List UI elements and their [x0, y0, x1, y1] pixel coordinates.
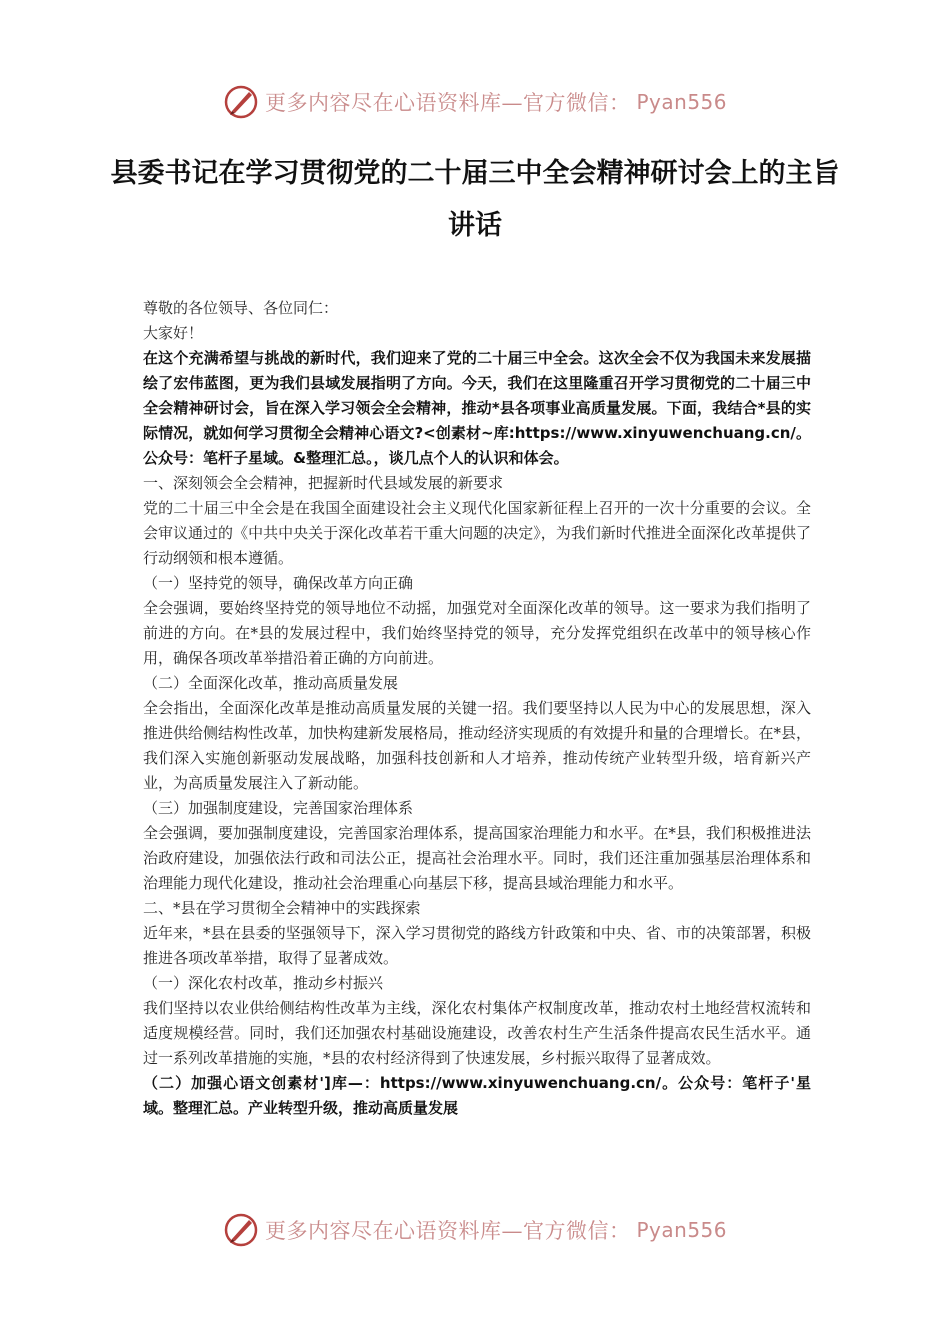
watermark-text: 更多内容尽在心语资料库—官方微信： [264, 91, 631, 115]
paragraph: 全会指出，全面深化改革是推动高质量发展的关键一招。我们要坚持以人民为中心的发展思想，深入推进供给侧结构性改革，加快构建新发展格局，推动经济实现质的有效提升和量的合理增长。在*县，我们深入实施创新驱动发展战略，加强科技创新和人才培养，推动传统产业转型升级，培育新兴产业，为高质量发展注入了新动能。 [143, 699, 811, 792]
paragraph: 全会强调，要加强制度建设，完善国家治理体系，提高国家治理能力和水平。在*县，我们积极推进法治政府建设，加强依法行政和司法公正，提高社会治理水平。同时，我们还注重加强基层治理体系和治理能力现代化建设，推动社会治理重心向基层下移，提高县域治理能力和水平。 [143, 824, 811, 892]
pen-circle-icon [223, 1212, 259, 1248]
document-title: 县委书记在学习贯彻党的二十届三中全会精神研讨会上的主旨讲话 [110, 158, 840, 241]
watermark-banner [223, 84, 727, 120]
paragraph: 近年来，*县在县委的坚强领导下，深入学习贯彻党的路线方针政策和中央、省、市的决策部署，积极推进各项改革举措，取得了显著成效。 [143, 924, 811, 967]
paragraph: 我们坚持以农业供给侧结构性改革为主线，深化农村集体产权制度改革，推动农村土地经营权流转和适度规模经营。同时，我们还加强农村基础设施建设，改善农村生产生活条件提高农民生活水平。通过一系列改革措施的实施，*县的农村经济得到了快速发展，乡村振兴取得了显著成效。 [143, 999, 811, 1067]
watermark-banner [223, 1212, 727, 1248]
watermark-footer [0, 1210, 950, 1250]
paragraph: （三）加强制度建设，完善国家治理体系 [143, 799, 414, 817]
paragraph: 全会强调，要始终坚持党的领导地位不动摇，加强党对全面深化改革的领导。这一要求为我们指明了前进的方向。在*县的发展过程中，我们始终坚持党的领导，充分发挥党组织在改革中的领导核心作用，确保各项改革举措沿着正确的方向前进。 [143, 599, 811, 667]
watermark-account: Pyan556 [636, 90, 727, 114]
watermark-text: 更多内容尽在心语资料库—官方微信： [264, 1219, 631, 1243]
paragraph: （一）坚持党的领导，确保改革方向正确 [143, 574, 414, 592]
pen-circle-icon [223, 84, 259, 120]
paragraph: （二）加强心语文创素材']库—：https://www.xinyuwenchuang.cn/。公众号：笔杆子'星域。整理汇总。产业转型升级，推动高质量发展 [143, 1074, 811, 1117]
watermark-account: Pyan556 [636, 1218, 727, 1242]
paragraph: （二）全面深化改革，推动高质量发展 [143, 674, 399, 692]
paragraph: （一）深化农村改革，推动乡村振兴 [143, 974, 384, 992]
paragraph: 党的二十届三中全会是在我国全面建设社会主义现代化国家新征程上召开的一次十分重要的会议。全会审议通过的《中共中央关于深化改革若干重大问题的决定》，为我们新时代推进全面深化改革提供了行动纲领和根本遵循。 [143, 499, 811, 567]
paragraph: 大家好！ [143, 324, 204, 342]
paragraph: 一、深刻领会全会精神，把握新时代县域发展的新要求 [143, 474, 504, 492]
paragraph: 尊敬的各位领导、各位同仁： [143, 299, 339, 317]
document-body [143, 296, 811, 1121]
paragraph: 在这个充满希望与挑战的新时代，我们迎来了党的二十届三中全会。这次全会不仅为我国未来发展描绘了宏伟蓝图，更为我们县域发展指明了方向。今天，我们在这里隆重召开学习贯彻党的二十届三中全会精神研讨会，旨在深入学习领会全会精神，推动*县各项事业高质量发展。下面，我结合*县的实际情况，就如何学习贯彻全会精神心语文?<创素材~库:https://www.xinyuwenchuang.cn/。公众号：笔杆子星域。&整理汇总。，谈几点个人的认识和体会。 [143, 349, 811, 467]
watermark-header [0, 82, 950, 122]
paragraph: 二、*县在学习贯彻全会精神中的实践探索 [143, 899, 421, 917]
